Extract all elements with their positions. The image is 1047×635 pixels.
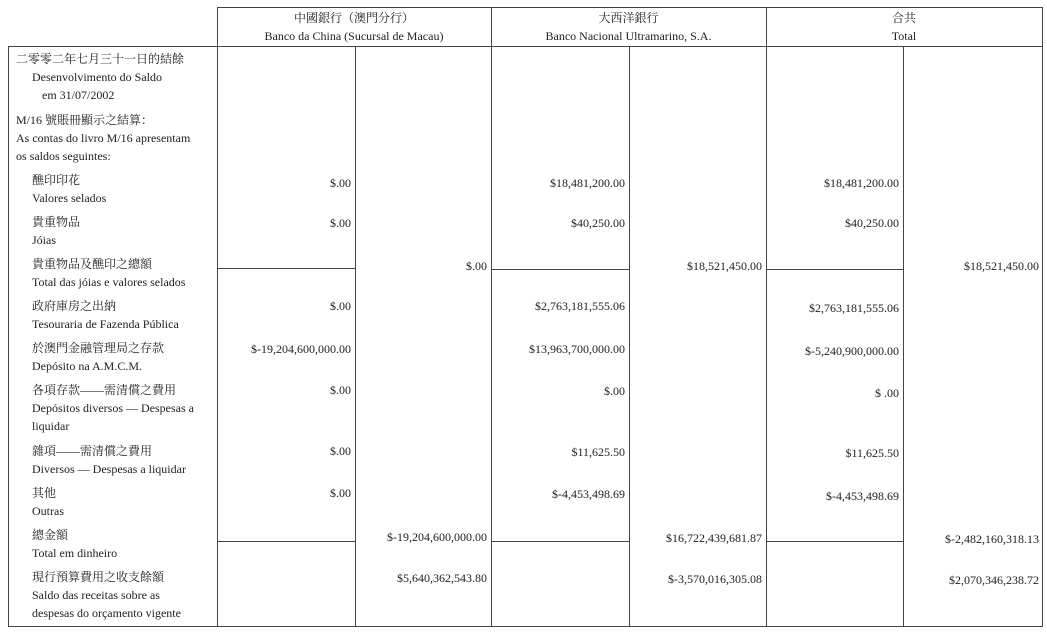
row-total-joias-label-zh: 貴重物品及醮印之總額: [32, 257, 153, 271]
row-joias-boc: $.00: [330, 216, 351, 230]
top-border: [217, 7, 1043, 8]
row-depositos-diversos-boc: $.00: [330, 383, 351, 397]
row-outras-total: $-4,453,498.69: [826, 489, 899, 503]
row-deposito-label-zh: 於澳門金融管理局之存款: [32, 341, 165, 355]
row-total-joias-total: $18,521,450.00: [964, 259, 1039, 273]
header-total-zh: 合共: [891, 11, 916, 25]
intro-title-pt-2: em 31/07/2002: [42, 88, 115, 102]
intro-m16-pt-1: As contas do livro M/16 apresentam: [16, 131, 191, 145]
bottom-border: [8, 626, 1043, 627]
row-diversos-bnu: $11,625.50: [571, 445, 625, 459]
row-tesouraria-bnu: $2,763,181,555.06: [535, 299, 625, 313]
row-total-dinheiro-total: $-2,482,160,318.13: [945, 532, 1039, 546]
intro-m16-zh: M/16 號賬冊顯示之結算：: [16, 113, 154, 127]
row-depositos-diversos-total: $ .00: [875, 386, 899, 400]
row-outras-bnu: $-4,453,498.69: [552, 487, 625, 501]
row-deposito-label-pt: Depósito na A.M.C.M.: [32, 359, 143, 373]
row-total-dinheiro-label-pt: Total em dinheiro: [32, 546, 118, 560]
row-outras-label-pt: Outras: [32, 504, 64, 518]
row-total-joias-boc: $.00: [466, 259, 487, 273]
row-depositos-diversos-bnu: $.00: [604, 384, 625, 398]
row-diversos-label-zh: 雜項——需清償之費用: [32, 444, 153, 458]
row-saldo-total: $2,070,346,238.72: [949, 573, 1039, 587]
row-valores-bnu: $18,481,200.00: [550, 176, 625, 190]
row-joias-label-pt: Jóias: [32, 233, 56, 247]
row-outras-boc: $.00: [330, 486, 351, 500]
row-total-joias-bnu: $18,521,450.00: [687, 259, 762, 273]
intro-m16-pt-2: os saldos seguintes:: [16, 149, 111, 163]
subtotal-rule-boc-1: [217, 268, 355, 269]
subtotal-rule-boc-2: [217, 541, 355, 542]
header-bnu-zh: 大西洋銀行: [598, 11, 659, 25]
header-bnu-pt: Banco Nacional Ultramarino, S.A.: [545, 29, 712, 43]
right-border: [1042, 7, 1043, 627]
row-diversos-label-pt: Diversos — Despesas a liquidar: [32, 462, 186, 476]
row-total-dinheiro-label-zh: 總金額: [32, 528, 69, 542]
row-joias-label-zh: 貴重物品: [32, 215, 81, 229]
row-tesouraria-label-zh: 政府庫房之出納: [32, 299, 117, 313]
row-saldo-label-zh: 現行預算費用之收支餘額: [32, 570, 165, 584]
intro-title-pt-1: Desenvolvimento do Saldo: [32, 70, 162, 84]
subtotal-rule-bnu-2: [491, 541, 629, 542]
row-diversos-boc: $.00: [330, 444, 351, 458]
header-bottom-border: [8, 46, 1043, 47]
row-total-dinheiro-bnu: $16,722,439,681.87: [666, 531, 762, 545]
header-boc-zh: 中國銀行（澳門分行）: [293, 11, 414, 25]
intro-title-zh: 二零零二年七月三十一日的結餘: [16, 52, 185, 66]
row-total-joias-label-pt: Total das jóias e valores selados: [32, 275, 186, 289]
row-tesouraria-label-pt: Tesouraria de Fazenda Pública: [32, 317, 179, 331]
row-depositos-diversos-label-pt-2: liquidar: [32, 419, 70, 433]
row-saldo-label-pt-2: despesas do orçamento vigente: [32, 606, 181, 620]
row-diversos-total: $11,625.50: [845, 446, 899, 460]
header-boc-pt: Banco da China (Sucursal de Macau): [264, 29, 444, 43]
row-deposito-bnu: $13,963,700,000.00: [529, 342, 625, 356]
col-divider-boc: [491, 7, 492, 627]
subtotal-rule-total-1: [766, 269, 903, 270]
header-total-pt: Total: [891, 29, 917, 43]
left-border: [8, 46, 9, 627]
row-saldo-boc: $5,640,362,543.80: [397, 571, 487, 585]
row-valores-label-pt: Valores selados: [32, 191, 107, 205]
row-depositos-diversos-label-zh: 各項存款——需清償之費用: [32, 383, 177, 397]
row-joias-total: $40,250.00: [845, 216, 899, 230]
subtotal-rule-total-2: [766, 541, 903, 542]
subtotal-rule-bnu-1: [491, 269, 629, 270]
row-saldo-bnu: $-3,570,016,305.08: [668, 572, 762, 586]
row-valores-total: $18,481,200.00: [824, 176, 899, 190]
row-total-dinheiro-boc: $-19,204,600,000.00: [387, 530, 487, 544]
row-depositos-diversos-label-pt-1: Depósitos diversos — Despesas a: [32, 401, 194, 415]
row-tesouraria-boc: $.00: [330, 299, 351, 313]
row-outras-label-zh: 其他: [32, 486, 57, 500]
row-saldo-label-pt-1: Saldo das receitas sobre as: [32, 588, 160, 602]
row-deposito-total: $-5,240,900,000.00: [805, 344, 899, 358]
row-valores-label-zh: 醮印印花: [32, 173, 81, 187]
row-valores-boc: $.00: [330, 176, 351, 190]
row-tesouraria-total: $2,763,181,555.06: [809, 301, 899, 315]
col-divider-label: [217, 7, 218, 627]
row-joias-bnu: $40,250.00: [571, 216, 625, 230]
row-deposito-boc: $-19,204,600,000.00: [251, 342, 351, 356]
